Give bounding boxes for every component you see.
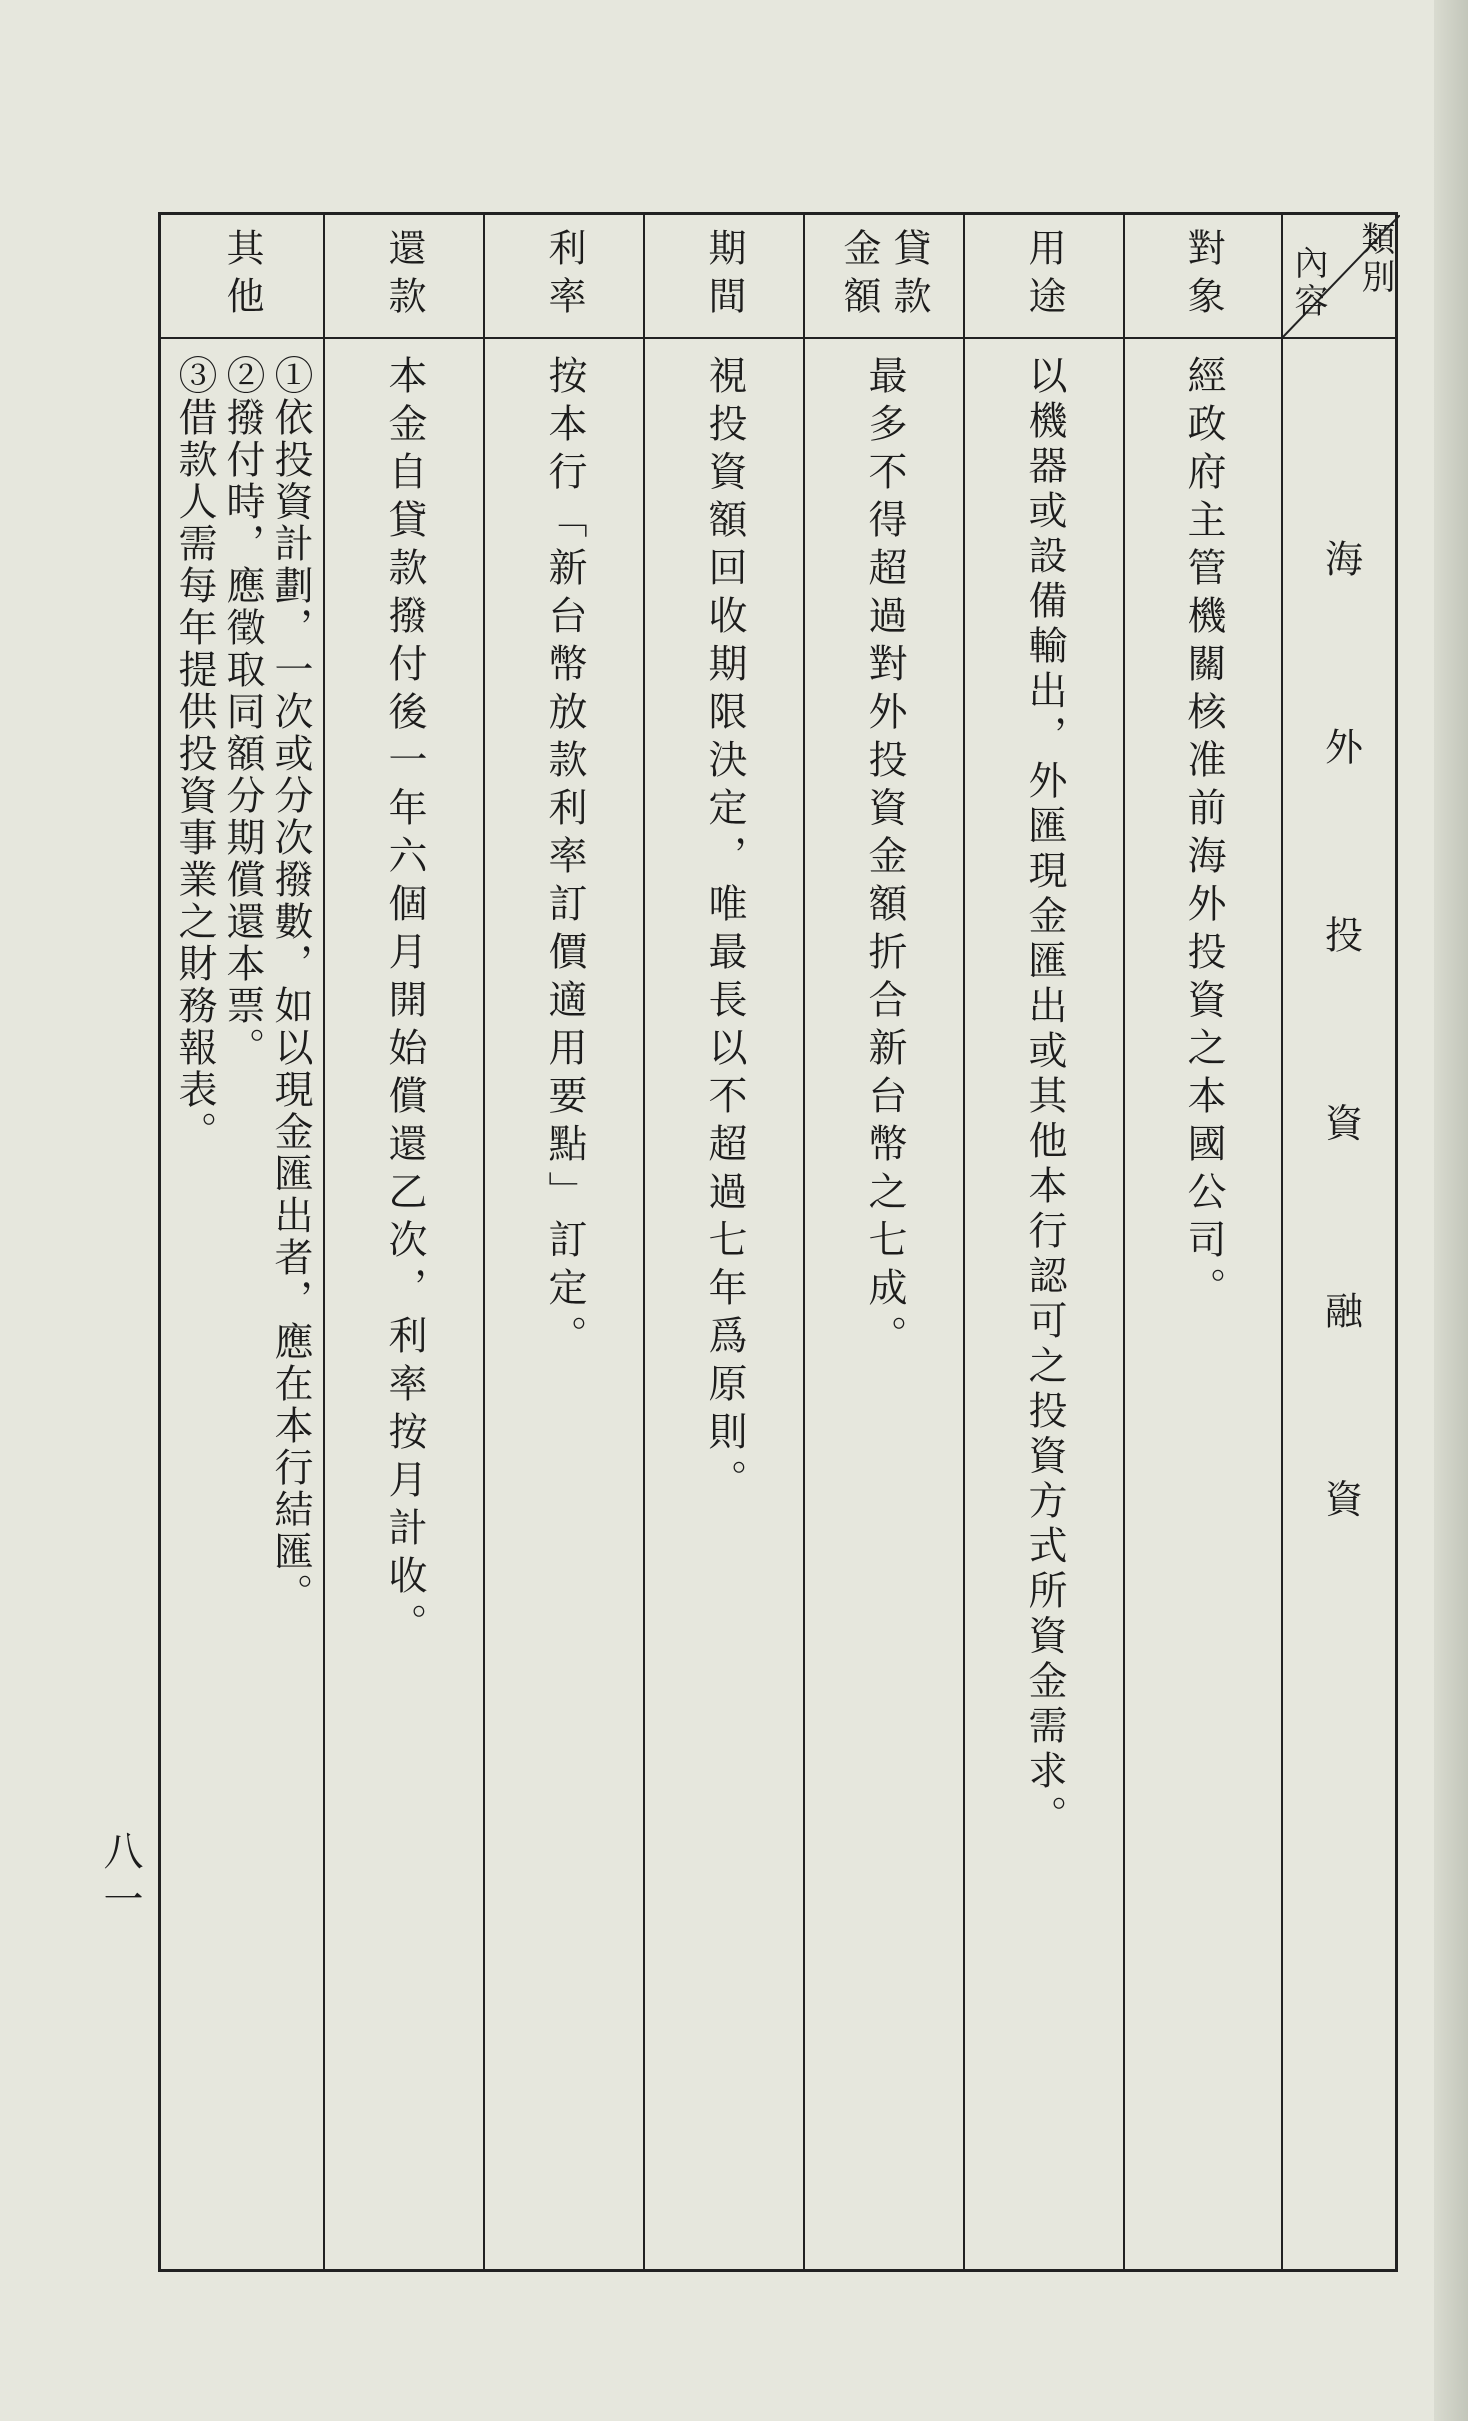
row-header bbox=[1125, 215, 1281, 337]
row-other bbox=[161, 215, 323, 2269]
row-content-line: 本金自貸款撥付後一年六個月開始償還乙次，利率按月計收。 bbox=[382, 355, 427, 1651]
row-header bbox=[965, 215, 1123, 337]
row-target bbox=[1123, 215, 1281, 2269]
row-interest-rate bbox=[483, 215, 643, 2269]
page-edge bbox=[1434, 0, 1468, 2421]
category-column bbox=[1281, 215, 1398, 2269]
row-header bbox=[485, 215, 643, 337]
row-content bbox=[1125, 339, 1281, 2269]
row-content-line: ①依投資計劃，一次或分次撥數，如以現金匯出者，應在本行結匯。 bbox=[268, 355, 313, 1615]
row-content bbox=[645, 339, 803, 2269]
row-period bbox=[643, 215, 803, 2269]
row-header bbox=[161, 215, 323, 337]
row-content-line: 經政府主管機關核准前海外投資之本國公司。 bbox=[1181, 355, 1226, 1315]
row-header-label: 對象 bbox=[1181, 228, 1225, 324]
row-content bbox=[805, 339, 963, 2269]
row-header-label: 金額 bbox=[837, 228, 881, 324]
row-header-label: 期間 bbox=[702, 228, 746, 324]
row-header-label: 利率 bbox=[542, 228, 586, 324]
row-content-line: 最多不得超過對外投資金額折合新台幣之七成。 bbox=[862, 355, 907, 1363]
row-content bbox=[965, 339, 1123, 2269]
row-repayment bbox=[323, 215, 483, 2269]
page-number: 八一 bbox=[97, 1830, 143, 1926]
row-content bbox=[161, 339, 323, 2269]
corner-label-content: 內容 bbox=[1288, 245, 1328, 321]
loan-terms-table bbox=[158, 212, 1398, 2272]
corner-header bbox=[1283, 215, 1398, 337]
corner-label-category: 類別 bbox=[1355, 221, 1395, 297]
row-header bbox=[325, 215, 483, 337]
row-header-label: 貸款 bbox=[887, 228, 931, 324]
row-content bbox=[325, 339, 483, 2269]
row-header bbox=[645, 215, 803, 337]
row-header-label: 其他 bbox=[220, 228, 264, 324]
category-cell bbox=[1283, 339, 1398, 2269]
row-header bbox=[805, 215, 963, 337]
row-content-line: 視投資額回收期限決定，唯最長以不超過七年爲原則。 bbox=[702, 355, 747, 1507]
row-content bbox=[485, 339, 643, 2269]
row-content-line: 按本行「新台幣放款利率訂價適用要點」訂定。 bbox=[542, 355, 587, 1363]
row-header-label: 還款 bbox=[382, 228, 426, 324]
row-content-line: ③借款人需每年提供投資事業之財務報表。 bbox=[172, 355, 217, 1153]
row-header-label: 用途 bbox=[1022, 228, 1066, 324]
row-purpose bbox=[963, 215, 1123, 2269]
row-content-line: 以機器或設備輸出，外匯現金匯出或其他本行認可之投資方式所資金需求。 bbox=[1022, 355, 1067, 1840]
row-content-line: ②撥付時，應徵取同額分期償還本票。 bbox=[220, 355, 265, 1069]
row-loan-amount bbox=[803, 215, 963, 2269]
category-label: 海外投資融資 bbox=[1318, 539, 1363, 1667]
